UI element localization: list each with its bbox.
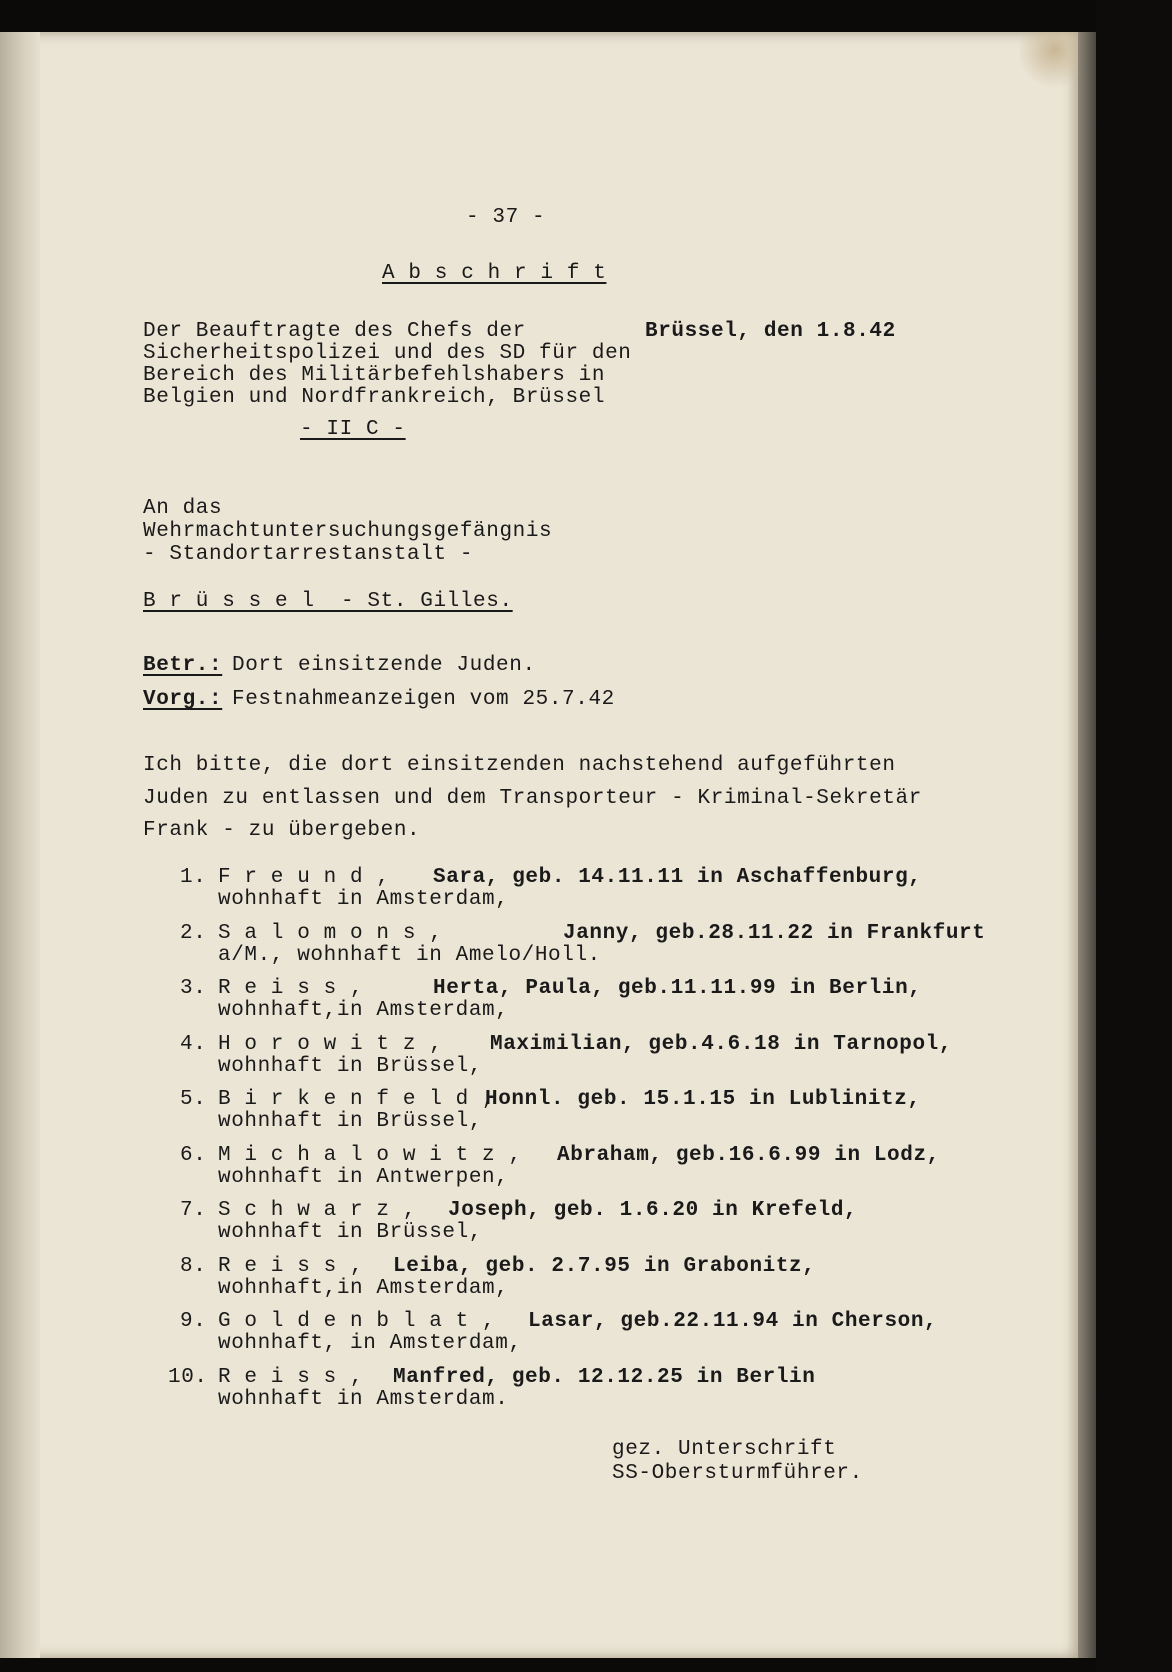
person-details: Sara, geb. 14.11.11 in Aschaffenburg,	[433, 866, 922, 889]
person-number: 1.	[180, 866, 207, 889]
vorg-text: Festnahmeanzeigen vom 25.7.42	[232, 688, 615, 711]
recipient-city: B r ü s s e l - St. Gilles.	[143, 590, 513, 613]
person-details: Herta, Paula, geb.11.11.99 in Berlin,	[433, 977, 922, 1000]
person-residence: wohnhaft in Antwerpen,	[218, 1166, 509, 1189]
person-number: 9.	[180, 1310, 207, 1333]
person-surname: S a l o m o n s ,	[218, 922, 443, 945]
person-number: 8.	[180, 1255, 207, 1278]
signature-line-1: gez. Unterschrift	[612, 1438, 837, 1461]
person-residence: wohnhaft in Brüssel,	[218, 1221, 483, 1244]
person-surname: B i r k e n f e l d ,	[218, 1088, 496, 1111]
person-residence: wohnhaft in Amsterdam.	[218, 1388, 509, 1411]
person-residence: wohnhaft,in Amsterdam,	[218, 1277, 509, 1300]
recipient-line-2: Wehrmachtuntersuchungsgefängnis	[143, 520, 553, 543]
paper-stain	[1020, 32, 1078, 92]
recipient-line-1: An das	[143, 497, 223, 520]
person-surname: F r e u n d ,	[218, 866, 390, 889]
vorg-label: Vorg.:	[143, 688, 223, 711]
page-binding	[0, 32, 40, 1658]
sender-line-3: Bereich des Militärbefehlshabers in	[143, 364, 606, 387]
body-line-3: Frank - zu übergeben.	[143, 819, 421, 842]
person-number: 10.	[168, 1366, 208, 1389]
book-cover	[1096, 0, 1172, 1672]
person-residence: wohnhaft in Brüssel,	[218, 1055, 483, 1078]
person-residence: wohnhaft in Amsterdam,	[218, 888, 509, 911]
recipient-line-3: - Standortarrestanstalt -	[143, 543, 474, 566]
person-details: Maximilian, geb.4.6.18 in Tarnopol,	[490, 1033, 953, 1056]
betr-label: Betr.:	[143, 654, 223, 677]
person-details: Abraham, geb.16.6.99 in Lodz,	[557, 1144, 940, 1167]
person-residence: wohnhaft in Brüssel,	[218, 1110, 483, 1133]
person-details: Manfred, geb. 12.12.25 in Berlin	[393, 1366, 816, 1389]
sender-line-1: Der Beauftragte des Chefs der	[143, 320, 526, 343]
body-line-1: Ich bitte, die dort einsitzenden nachstehend aufgeführten	[143, 754, 896, 777]
body-line-2: Juden zu entlassen und dem Transporteur - Kriminal-Sekretär	[143, 787, 922, 810]
sender-line-2: Sicherheitspolizei und des SD für den	[143, 342, 632, 365]
person-surname: R e i s s ,	[218, 1366, 364, 1389]
sender-line-4: Belgien und Nordfrankreich, Brüssel	[143, 386, 606, 409]
signature-line-2: SS-Obersturmführer.	[612, 1462, 863, 1485]
person-surname: H o r o w i t z ,	[218, 1033, 443, 1056]
betr-text: Dort einsitzende Juden.	[232, 654, 536, 677]
person-surname: R e i s s ,	[218, 977, 364, 1000]
person-details: Leiba, geb. 2.7.95 in Grabonitz,	[393, 1255, 816, 1278]
person-residence: wohnhaft,in Amsterdam,	[218, 999, 509, 1022]
person-number: 4.	[180, 1033, 207, 1056]
person-residence: wohnhaft, in Amsterdam,	[218, 1332, 522, 1355]
person-number: 2.	[180, 922, 207, 945]
page-edge	[1078, 32, 1096, 1658]
person-surname: G o l d e n b l a t ,	[218, 1310, 496, 1333]
person-number: 6.	[180, 1144, 207, 1167]
place-date: Brüssel, den 1.8.42	[645, 320, 896, 343]
department-code: - II C -	[300, 418, 406, 441]
person-surname: M i c h a l o w i t z ,	[218, 1144, 522, 1167]
person-residence: a/M., wohnhaft in Amelo/Holl.	[218, 944, 601, 967]
person-details: Lasar, geb.22.11.94 in Cherson,	[528, 1310, 938, 1333]
person-details: Joseph, geb. 1.6.20 in Krefeld,	[448, 1199, 858, 1222]
person-number: 7.	[180, 1199, 207, 1222]
person-number: 3.	[180, 977, 207, 1000]
page-number: - 37 -	[466, 206, 546, 229]
person-surname: R e i s s ,	[218, 1255, 364, 1278]
person-number: 5.	[180, 1088, 207, 1111]
document-title: A b s c h r i f t	[382, 262, 607, 285]
person-details: Janny, geb.28.11.22 in Frankfurt	[563, 922, 986, 945]
person-surname: S c h w a r z ,	[218, 1199, 417, 1222]
person-details: Honnl. geb. 15.1.15 in Lublinitz,	[485, 1088, 921, 1111]
